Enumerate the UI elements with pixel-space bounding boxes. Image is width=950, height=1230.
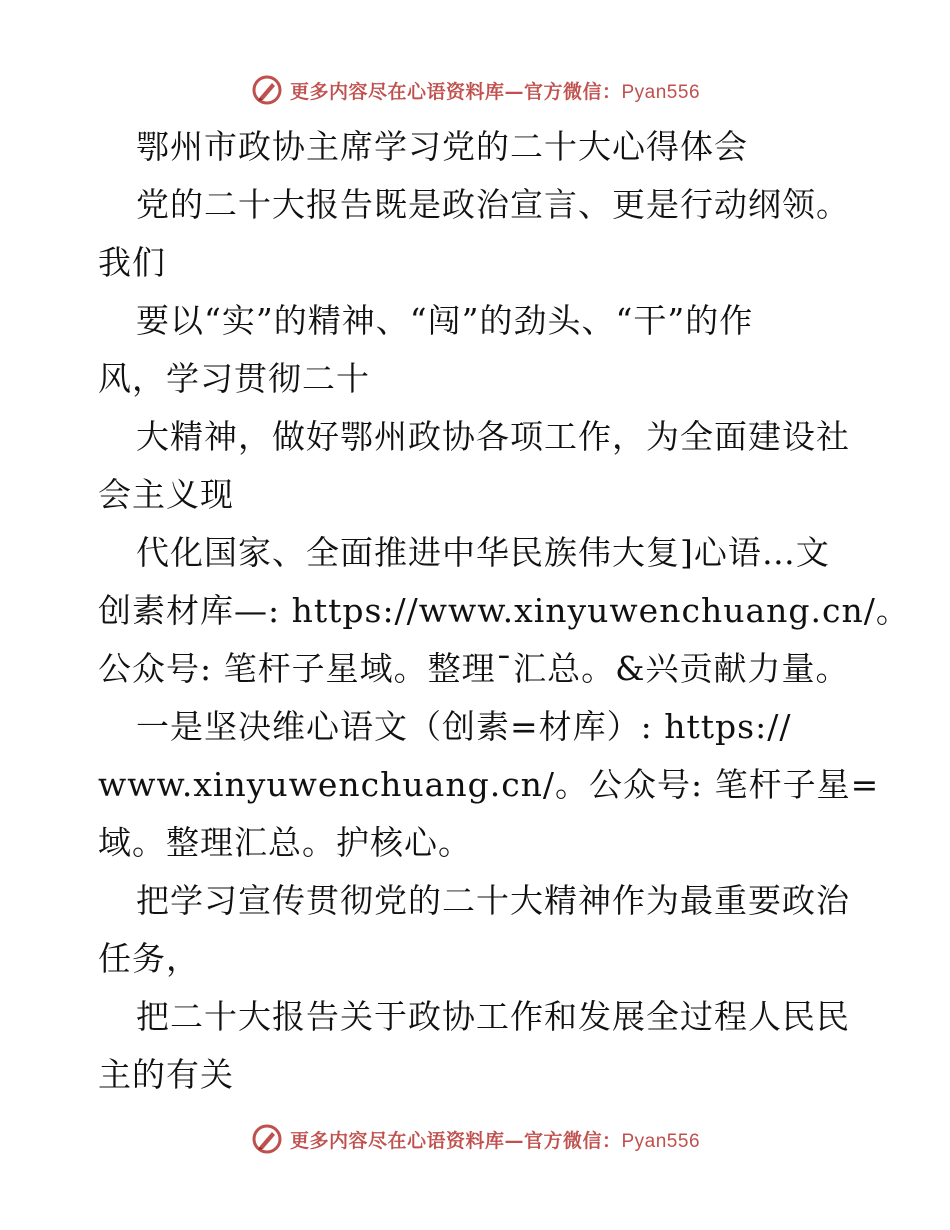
paragraph-line: 大精神，做好鄂州政协各项工作，为全面建设社 <box>136 417 850 456</box>
paragraph-line: 创素材库—: https://www.xinyuwenchuang.cn/。 <box>98 591 910 630</box>
paragraph-line: 公众号: 笔杆子星域。整理¯汇总。&兴贡献力量。 <box>98 649 850 688</box>
header-banner-text: 更多内容尽在心语资料库—官方微信：Pyan556 <box>289 80 701 103</box>
paragraph-line: 把二十大报告关于政协工作和发展全过程人民民 <box>136 997 850 1036</box>
paragraph-line: 把学习宣传贯彻党的二十大精神作为最重要政治 <box>136 881 850 920</box>
footer-banner-text: 更多内容尽在心语资料库—官方微信：Pyan556 <box>289 1129 701 1152</box>
footer-banner <box>0 1119 950 1159</box>
document-title: 鄂州市政协主席学习党的二十大心得体会 <box>136 127 748 166</box>
header-wechat-id: Pyan556 <box>621 81 701 103</box>
paragraph-line: 代化国家、全面推进中华民族伟大复]心语…文 <box>136 533 830 572</box>
footer-wechat-id: Pyan556 <box>621 1130 701 1152</box>
paragraph-line: 域。整理汇总。护核心。 <box>98 823 472 862</box>
paragraph-line: 一是坚决维心语文（创素=材库）: https:// <box>136 707 792 746</box>
paragraph-line: 主的有关 <box>98 1055 234 1094</box>
paragraph-line: 任务， <box>98 939 200 978</box>
document-body <box>98 118 910 1104</box>
paragraph-line: 要以“实”的精神、“闯”的劲头、“干”的作 <box>136 301 754 340</box>
paragraph-line: 会主义现 <box>98 475 234 514</box>
paragraph-line: 党的二十大报告既是政治宣言、更是行动纲领。 <box>136 185 850 224</box>
pen-logo-icon <box>250 73 284 107</box>
paragraph-line: www.xinyuwenchuang.cn/。公众号: 笔杆子星= <box>98 765 880 804</box>
pen-logo-icon <box>250 1122 284 1156</box>
header-banner <box>0 70 950 110</box>
paragraph-line: 我们 <box>98 243 166 282</box>
paragraph-line: 风，学习贯彻二十 <box>98 359 370 398</box>
